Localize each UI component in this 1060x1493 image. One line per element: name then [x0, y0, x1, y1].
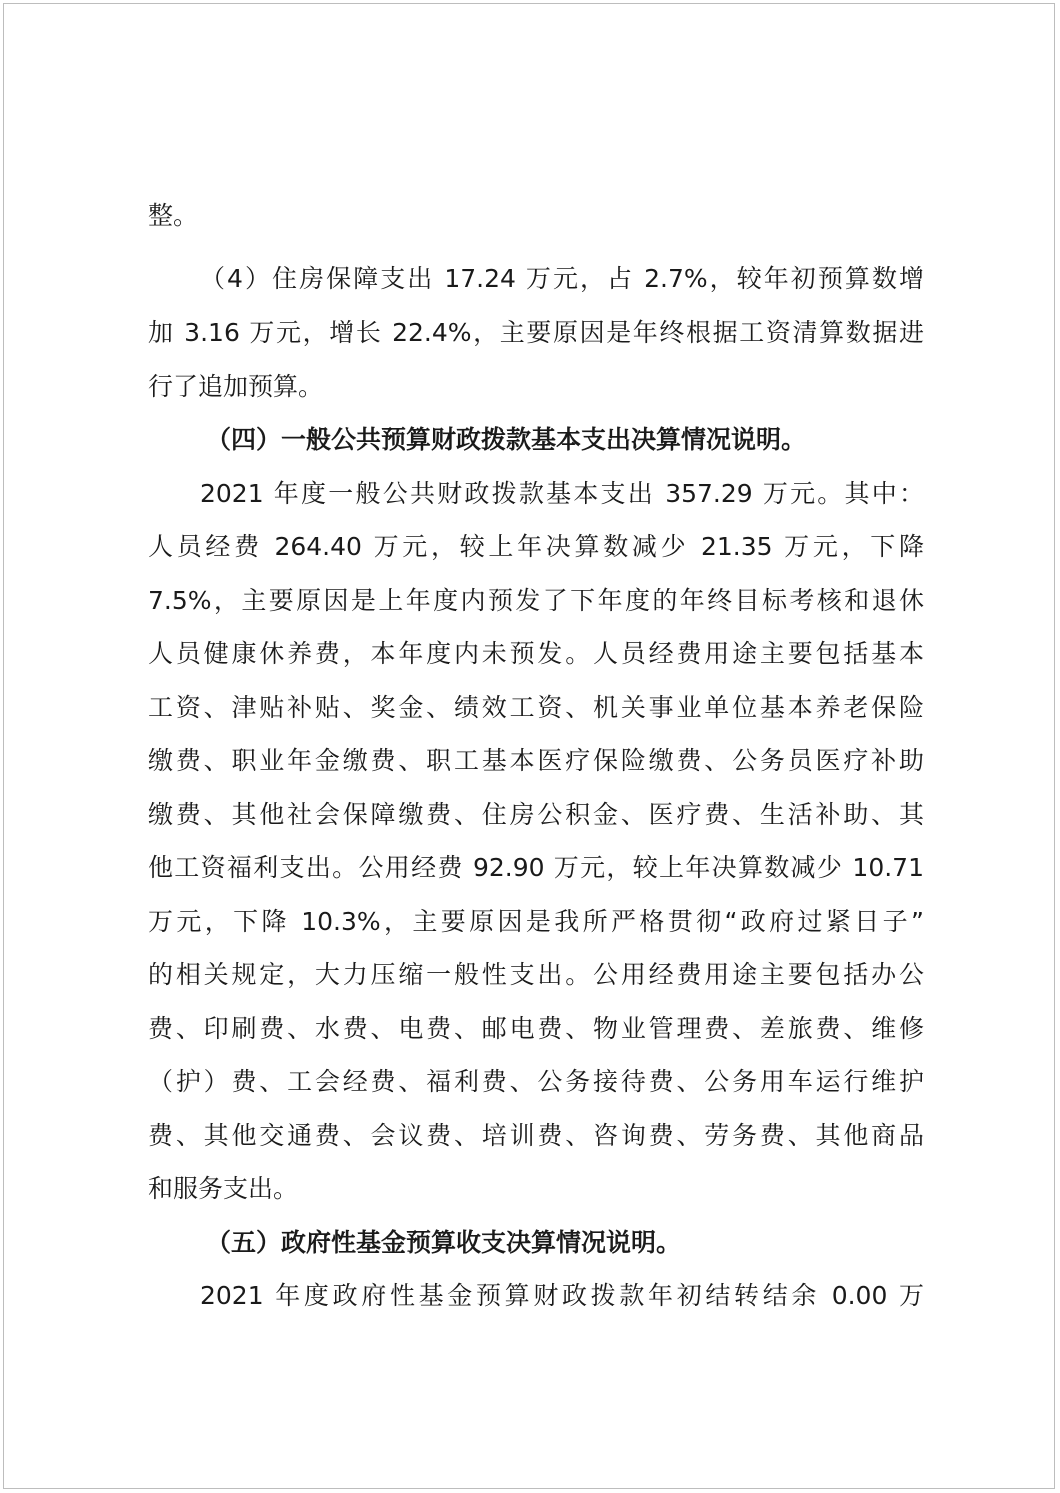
text-line: 工资、津贴补贴、奖金、绩效工资、机关事业单位基本养老保险 — [148, 693, 924, 722]
text-line: 费、其他交通费、会议费、培训费、咨询费、劳务费、其他商品 — [148, 1121, 924, 1150]
text-line: 整。 — [148, 201, 199, 230]
text-line: 缴费、其他社会保障缴费、住房公积金、医疗费、生活补助、其 — [148, 800, 924, 829]
text-line: 他工资福利支出。公用经费 92.90 万元，较上年决算数减少 10.71 — [148, 853, 924, 882]
text-line: 人员经费 264.40 万元，较上年决算数减少 21.35 万元，下降 — [148, 532, 924, 561]
text-line: 和服务支出。 — [148, 1174, 299, 1203]
text-line: 人员健康休养费，本年度内未预发。人员经费用途主要包括基本 — [148, 639, 924, 668]
text-line: 的相关规定，大力压缩一般性支出。公用经费用途主要包括办公 — [148, 960, 924, 989]
text-line: 行了追加预算。 — [148, 372, 324, 401]
paragraph-housing-expense: （4）住房保障支出 17.24 万元，占 2.7%，较年初预算数增 — [200, 264, 924, 293]
paragraph-basic-expenditure: 2021 年度一般公共财政拨款基本支出 357.29 万元。其中： — [200, 479, 924, 508]
text-line: 费、印刷费、水费、电费、邮电费、物业管理费、差旅费、维修 — [148, 1014, 924, 1043]
text-line: 加 3.16 万元，增长 22.4%，主要原因是年终根据工资清算数据进 — [148, 318, 924, 347]
text-line: （护）费、工会经费、福利费、公务接待费、公务用车运行维护 — [148, 1067, 924, 1096]
section-heading-government-fund: （五）政府性基金预算收支决算情况说明。 — [206, 1228, 682, 1257]
text-line: 7.5%，主要原因是上年度内预发了下年度的年终目标考核和退休 — [148, 586, 924, 615]
text-line: 万元，下降 10.3%，主要原因是我所严格贯彻“政府过紧日子” — [148, 907, 924, 936]
section-heading-basic-expenditure: （四）一般公共预算财政拨款基本支出决算情况说明。 — [206, 425, 807, 454]
paragraph-government-fund: 2021 年度政府性基金预算财政拨款年初结转结余 0.00 万 — [200, 1281, 924, 1310]
text-line: 缴费、职业年金缴费、职工基本医疗保险缴费、公务员医疗补助 — [148, 746, 924, 775]
